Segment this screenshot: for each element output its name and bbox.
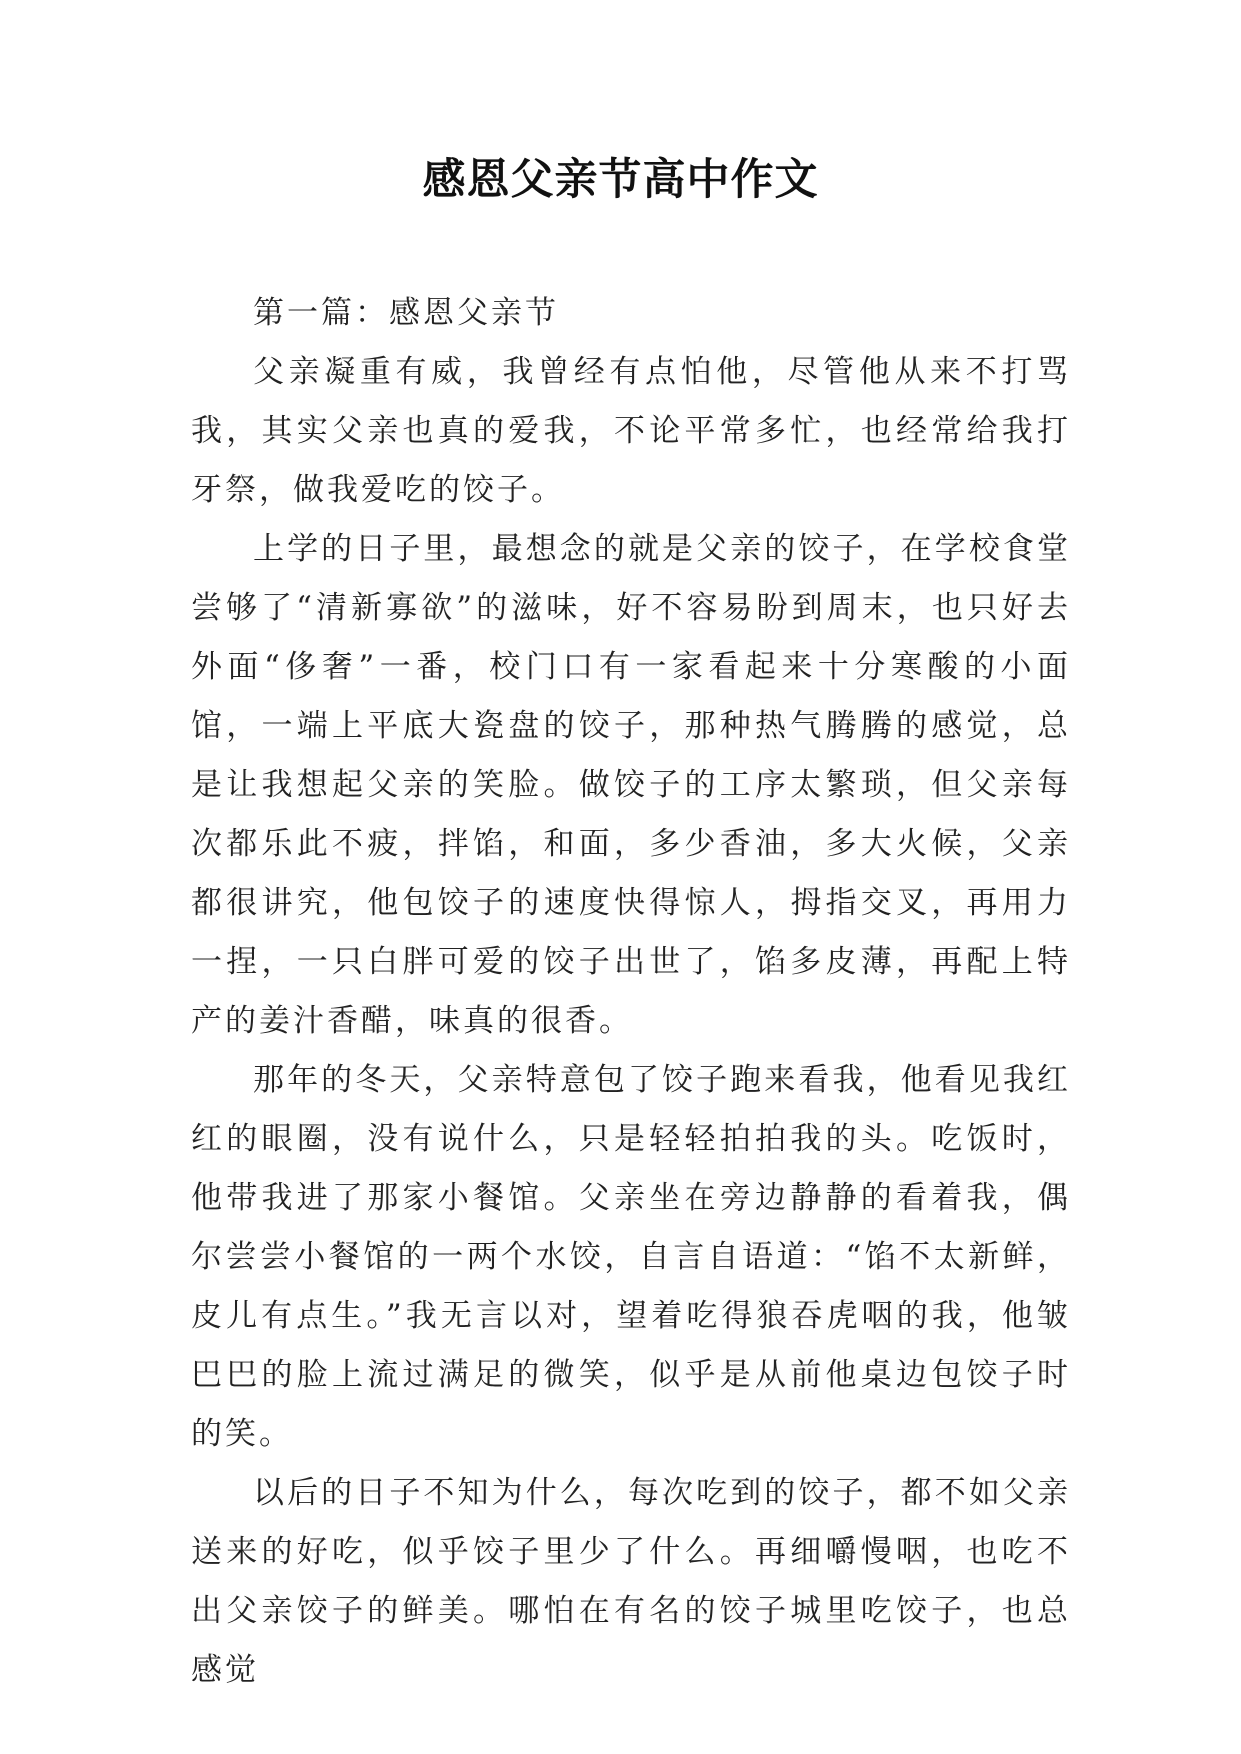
paragraph: 父亲凝重有威，我曾经有点怕他，尽管他从来不打骂我，其实父亲也真的爱我，不论平常多忙，也经常给我打牙祭，做我爱吃的饺子。 [191, 354, 1071, 508]
page-title: 感恩父亲节高中作文 [422, 155, 819, 205]
section-heading: 第一篇：感恩父亲节 [253, 295, 559, 331]
paragraph: 那年的冬天，父亲特意包了饺子跑来看我，他看见我红红的眼圈，没有说什么，只是轻轻拍拍我的头。吃饭时，他带我进了那家小餐馆。父亲坐在旁边静静的看着我，偶尔尝尝小餐馆的一两个水饺，自言自语道：“馅不太新鲜，皮儿有点生。”我无言以对，望着吃得狼吞虎咽的我，他皱巴巴的脸上流过满足的微笑，似乎是从前他桌边包饺子时的笑。 [191, 1062, 1071, 1452]
paragraph: 以后的日子不知为什么，每次吃到的饺子，都不如父亲送来的好吃，似乎饺子里少了什么。再细嚼慢咽，也吃不出父亲饺子的鲜美。哪怕在有名的饺子城里吃饺子，也总感觉 [191, 1475, 1071, 1688]
paragraph: 上学的日子里，最想念的就是父亲的饺子，在学校食堂尝够了“清新寡欲”的滋味，好不容易盼到周末，也只好去外面“侈奢”一番，校门口有一家看起来十分寒酸的小面馆，一端上平底大瓷盘的饺子，那种热气腾腾的感觉，总是让我想起父亲的笑脸。做饺子的工序太繁琐，但父亲每次都乐此不疲，拌馅，和面，多少香油，多大火候，父亲都很讲究，他包饺子的速度快得惊人，拇指交叉，再用力一捏，一只白胖可爱的饺子出世了，馅多皮薄，再配上特产的姜汁香醋，味真的很香。 [191, 531, 1071, 1039]
essay-body [191, 284, 1071, 1700]
